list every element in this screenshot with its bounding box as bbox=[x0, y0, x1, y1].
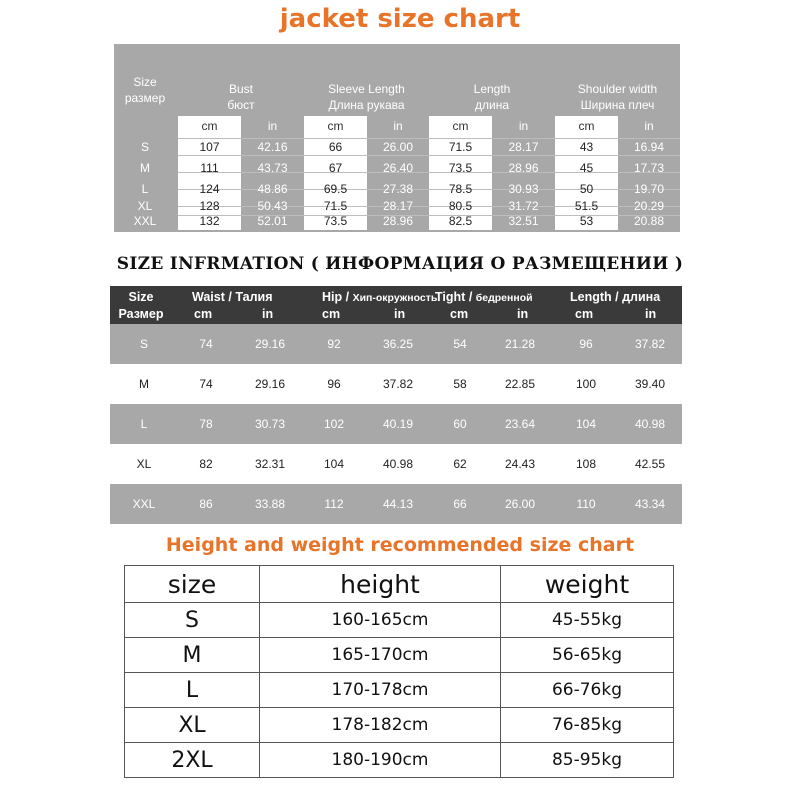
unit-in: in bbox=[644, 119, 654, 133]
jacket-header-bust: Bust бюст bbox=[227, 82, 255, 112]
pants-size-table bbox=[110, 286, 682, 524]
jacket-size-header: Size размер bbox=[124, 75, 166, 105]
jacket-header-shoulder: Shoulder width Ширина плеч bbox=[577, 82, 658, 112]
size-information-title: SIZE INFRMATION ( ИНФОРМАЦИЯ О РАЗМЕЩЕНИИ ) bbox=[116, 254, 684, 274]
jacket-size-table: Size размер Bust бюст Sleeve Length Длина рукава Length длина Shoulder width Ширина плеч cm in cm in cm in cm in S 107 42.16 66 26.00 71.5 28.17 43 16.94 M 111 43.73 67 26.40 73.5 28.96 45 17.73 L 124 48.86 69.5 27.38 78.5 30.93 50 19.70 XL 128 50.43 71.5 28.17 80.5 31.72 51.5 20.29 XXL 132 52.01 73.5 28.96 82.5 32.51 53 20.88 bbox=[114, 44, 680, 232]
unit-in: in bbox=[393, 119, 403, 133]
jacket-header-length: Length длина bbox=[473, 82, 511, 112]
table-header-row bbox=[125, 566, 674, 603]
jacket-header-sleeve: Sleeve Length Длина рукава bbox=[328, 82, 405, 112]
pants-row-m: M 74 29.16 96 37.82 58 22.85 100 39.40 bbox=[110, 364, 682, 404]
table-row: 2XL 180-190cm 85-95kg bbox=[125, 743, 674, 778]
height-weight-table bbox=[124, 565, 674, 778]
unit-cm: cm bbox=[327, 119, 344, 133]
table-row: L 170-178cm 66-76kg bbox=[125, 673, 674, 708]
pants-header-hip: Hip / Хип-окружность bbox=[322, 290, 438, 304]
pants-row-s: S 74 29.16 92 36.25 54 21.28 96 37.82 bbox=[110, 324, 682, 364]
unit-in: in bbox=[518, 119, 529, 133]
pants-row-l: L 78 30.73 102 40.19 60 23.64 104 40.98 bbox=[110, 404, 682, 444]
pants-header-row: Size Размер Waist / Талия Hip / Хип-окружность Tight / бедренной Length / длина cm in cm in cm in cm in bbox=[110, 286, 682, 324]
table-row: M 165-170cm 56-65kg bbox=[125, 638, 674, 673]
pants-row-xl: XL 82 32.31 104 40.98 62 24.43 108 42.55 bbox=[110, 444, 682, 484]
header-size: size bbox=[125, 566, 260, 603]
table-row: XL 178-182cm 76-85kg bbox=[125, 708, 674, 743]
height-weight-title: Height and weight recommended size chart bbox=[165, 534, 635, 556]
table-row: S 160-165cm 45-55kg bbox=[125, 603, 674, 638]
pants-header-length: Length / длина bbox=[570, 290, 661, 304]
pants-row-xxl: XXL 86 33.88 112 44.13 66 26.00 110 43.34 bbox=[110, 484, 682, 524]
header-height: height bbox=[260, 566, 501, 603]
unit-cm: cm bbox=[452, 119, 469, 133]
unit-in: in bbox=[267, 119, 278, 133]
pants-header-waist: Waist / Талия bbox=[192, 290, 273, 304]
unit-cm: cm bbox=[578, 119, 595, 133]
header-weight: weight bbox=[501, 566, 674, 603]
pants-header-tight: Tight / бедренной bbox=[435, 290, 533, 304]
jacket-size-chart-title: jacket size chart bbox=[279, 4, 521, 34]
unit-cm: cm bbox=[201, 119, 218, 133]
